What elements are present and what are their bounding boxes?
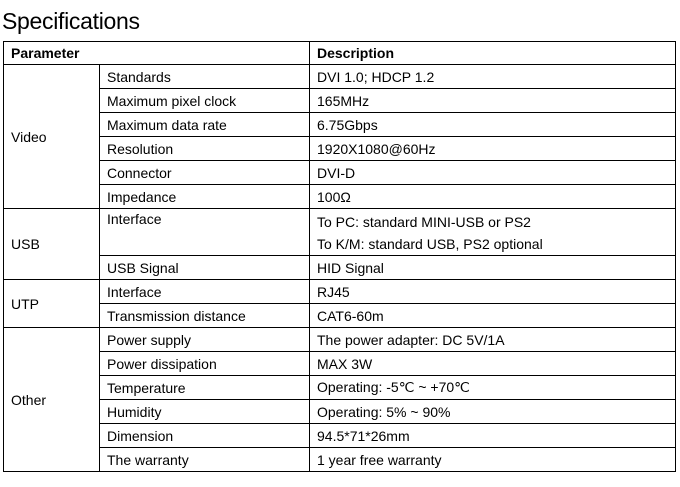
table-row	[4, 209, 676, 256]
table-row	[4, 65, 676, 89]
header-parameter: Parameter	[4, 42, 310, 65]
param-cell: Maximum pixel clock	[100, 89, 310, 113]
param-cell: Impedance	[100, 185, 310, 209]
desc-cell: CAT6-60m	[310, 304, 676, 328]
desc-line: To K/M: standard USB, PS2 optional	[317, 236, 543, 252]
table-row	[4, 89, 676, 113]
table-row	[4, 400, 676, 424]
param-cell: Interface	[100, 209, 310, 256]
param-cell: Resolution	[100, 137, 310, 161]
table-header-row	[4, 42, 676, 65]
desc-cell: 165MHz	[310, 89, 676, 113]
desc-cell: The power adapter: DC 5V/1A	[310, 328, 676, 352]
desc-cell: Operating: 5% ~ 90%	[310, 400, 676, 424]
param-cell: Power dissipation	[100, 352, 310, 376]
specifications-table	[3, 41, 676, 472]
table-row	[4, 280, 676, 304]
param-cell: Humidity	[100, 400, 310, 424]
param-cell: Transmission distance	[100, 304, 310, 328]
desc-cell: MAX 3W	[310, 352, 676, 376]
param-cell: Connector	[100, 161, 310, 185]
desc-line: To PC: standard MINI-USB or PS2	[317, 214, 531, 230]
desc-cell: Operating: -5℃ ~ +70℃	[310, 376, 676, 400]
table-row	[4, 161, 676, 185]
param-cell: Power supply	[100, 328, 310, 352]
table-row	[4, 352, 676, 376]
desc-cell: 100Ω	[310, 185, 676, 209]
desc-cell: DVI-D	[310, 161, 676, 185]
param-cell: Dimension	[100, 424, 310, 448]
table-row	[4, 328, 676, 352]
table-row	[4, 376, 676, 400]
table-row	[4, 424, 676, 448]
table-row	[4, 113, 676, 137]
page-title: Specifications	[2, 8, 140, 34]
param-cell: Maximum data rate	[100, 113, 310, 137]
param-cell: USB Signal	[100, 256, 310, 280]
table-row	[4, 448, 676, 472]
table-row	[4, 304, 676, 328]
desc-cell: 94.5*71*26mm	[310, 424, 676, 448]
table-row	[4, 137, 676, 161]
group-label-utp: UTP	[4, 280, 100, 328]
table-row	[4, 256, 676, 280]
desc-cell: 1920X1080@60Hz	[310, 137, 676, 161]
header-description: Description	[310, 42, 676, 65]
desc-cell: HID Signal	[310, 256, 676, 280]
group-label-other: Other	[4, 328, 100, 472]
desc-cell: 1 year free warranty	[310, 448, 676, 472]
param-cell: Interface	[100, 280, 310, 304]
param-cell: Temperature	[100, 376, 310, 400]
table-body	[4, 65, 676, 472]
desc-cell	[310, 209, 676, 256]
desc-cell: DVI 1.0; HDCP 1.2	[310, 65, 676, 89]
desc-cell: 6.75Gbps	[310, 113, 676, 137]
desc-cell: RJ45	[310, 280, 676, 304]
group-label-usb: USB	[4, 209, 100, 280]
param-cell: Standards	[100, 65, 310, 89]
group-label-video: Video	[4, 65, 100, 209]
param-cell: The warranty	[100, 448, 310, 472]
table-row	[4, 185, 676, 209]
